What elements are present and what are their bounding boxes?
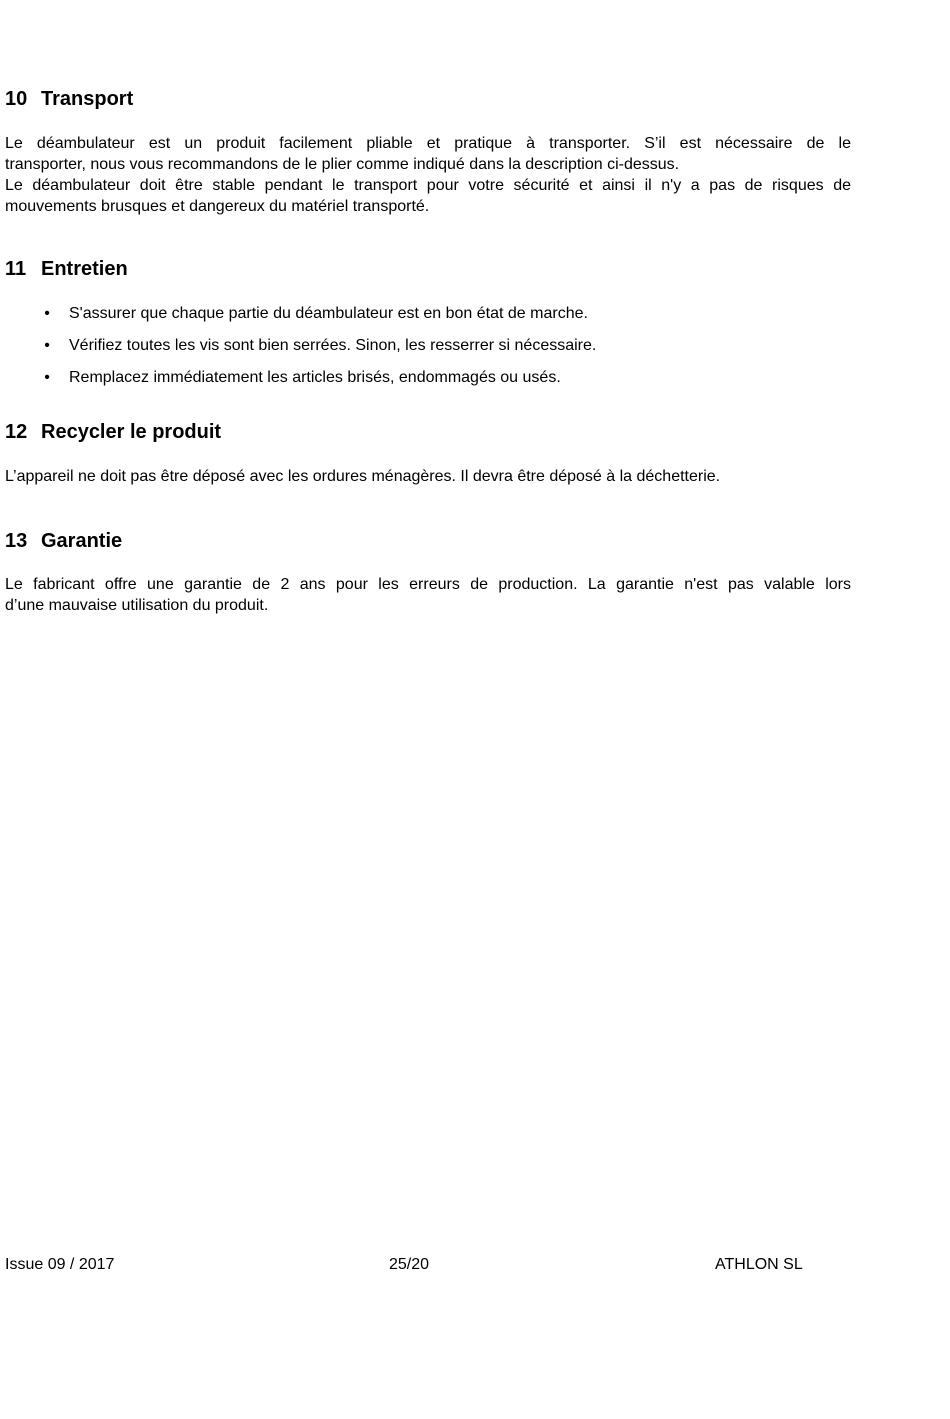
- transport-paragraph: [5, 133, 851, 217]
- paragraph-line: Le fabricant offre une garantie de 2 ans pour les erreurs de production. La garantie n'est pas valable lors: [5, 576, 851, 593]
- garantie-paragraph: [5, 574, 851, 616]
- paragraph-line: mouvements brusques et dangereux du matériel transporté.: [5, 198, 430, 215]
- footer-page-number: 25/20: [389, 1256, 430, 1273]
- section-number: 11: [5, 258, 27, 280]
- section-heading-transport: [5, 87, 133, 111]
- section-title: Recycler le produit: [41, 421, 222, 443]
- list-item-text: Remplacez immédiatement les articles brisés, endommagés ou usés.: [69, 369, 561, 386]
- section-heading-entretien: [5, 257, 128, 281]
- bullet-icon: •: [44, 369, 50, 386]
- section-title: Garantie: [41, 530, 123, 552]
- section-title: Transport: [41, 88, 134, 110]
- list-item-text: S'assurer que chaque partie du déambulateur est en bon état de marche.: [69, 305, 588, 322]
- bullet-icon: •: [44, 305, 50, 322]
- section-heading-garantie: [5, 529, 122, 553]
- section-title: Entretien: [41, 258, 128, 280]
- paragraph-line: transporter, nous vous recommandons de le plier comme indiqué dans la description ci-dessus.: [5, 156, 680, 173]
- section-heading-recycler: [5, 420, 221, 444]
- bullet-icon: •: [44, 337, 50, 354]
- recycler-paragraph: [5, 466, 851, 487]
- paragraph-line: Le déambulateur est un produit facilement pliable et pratique à transporter. S’il est nécessaire de le: [5, 135, 851, 152]
- paragraph-line: L’appareil ne doit pas être déposé avec les ordures ménagères. Il devra être déposé à la déchetterie.: [5, 468, 721, 485]
- list-item: [0, 302, 900, 334]
- section-number: 10: [5, 88, 28, 110]
- maintenance-list: [0, 302, 900, 398]
- paragraph-line: d’une mauvaise utilisation du produit.: [5, 597, 269, 614]
- footer-issue: Issue 09 / 2017: [5, 1256, 115, 1273]
- paragraph-line: Le déambulateur doit être stable pendant le transport pour votre sécurité et ainsi il n'y a pas de risques de: [5, 177, 851, 194]
- footer-product-name: ATHLON SL: [715, 1256, 803, 1273]
- list-item: [0, 334, 900, 366]
- list-item-text: Vérifiez toutes les vis sont bien serrées. Sinon, les resserrer si nécessaire.: [69, 337, 597, 354]
- section-number: 13: [5, 530, 28, 552]
- list-item: [0, 366, 900, 398]
- section-number: 12: [5, 421, 28, 443]
